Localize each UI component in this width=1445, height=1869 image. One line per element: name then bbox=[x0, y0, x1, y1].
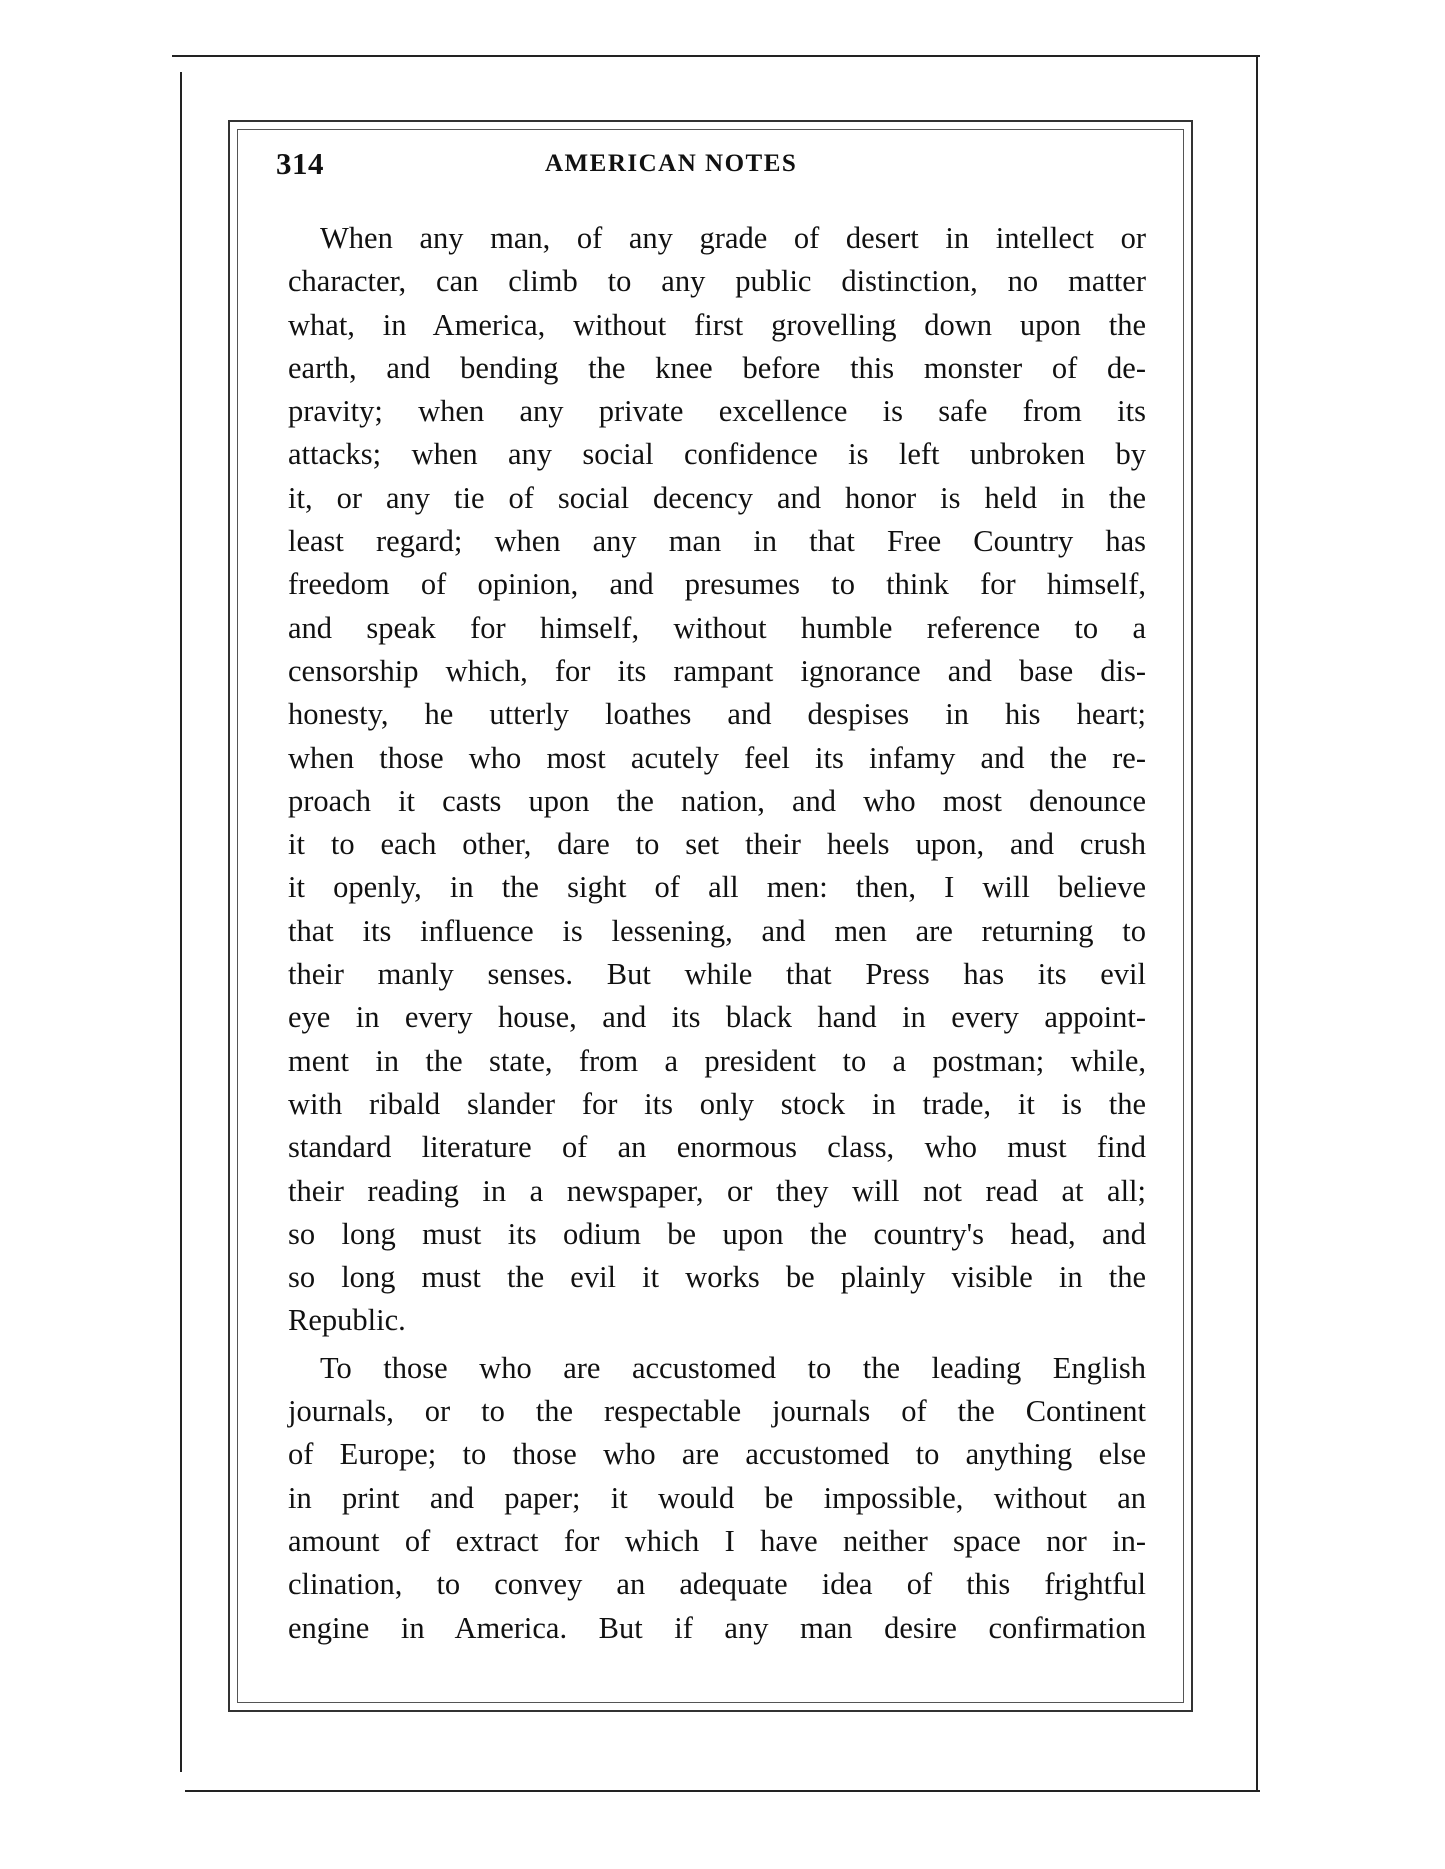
text-line: it openly, in the sight of all men: then, I will believe bbox=[288, 870, 1146, 905]
outer-frame-bottom-rule bbox=[185, 1790, 1260, 1792]
body-text bbox=[288, 217, 1146, 1650]
text-line: pravity; when any private excellence is safe from its bbox=[288, 394, 1146, 429]
text-line: amount of extract for which I have neither space nor in- bbox=[288, 1523, 1146, 1558]
text-line: When any man, of any grade of desert in intellect or bbox=[320, 221, 1146, 255]
text-line: journals, or to the respectable journals of the Continent bbox=[288, 1394, 1146, 1429]
text-line: earth, and bending the knee before this monster of de- bbox=[288, 350, 1146, 385]
text-line: Republic. bbox=[288, 1303, 406, 1338]
text-line: it, or any tie of social decency and honor is held in the bbox=[288, 480, 1146, 515]
text-line: it to each other, dare to set their heels upon, and crush bbox=[288, 827, 1146, 862]
text-line: with ribald slander for its only stock in trade, it is the bbox=[288, 1086, 1146, 1121]
text-line: so long must the evil it works be plainly visible in the bbox=[288, 1260, 1146, 1295]
text-line: their manly senses. But while that Press has its evil bbox=[288, 957, 1146, 992]
text-line: honesty, he utterly loathes and despises in his heart; bbox=[288, 697, 1146, 732]
page-number: 314 bbox=[276, 146, 324, 181]
text-line: ment in the state, from a president to a postman; while, bbox=[288, 1043, 1146, 1078]
outer-frame-left-rule bbox=[180, 72, 182, 1772]
text-line: standard literature of an enormous class, who must find bbox=[288, 1130, 1146, 1165]
text-line: eye in every house, and its black hand in every appoint- bbox=[288, 1000, 1146, 1035]
outer-frame-top-rule bbox=[172, 55, 1260, 57]
text-line: what, in America, without first grovelling down upon the bbox=[288, 307, 1146, 342]
text-line: that its influence is lessening, and men are returning to bbox=[288, 913, 1146, 948]
text-line: their reading in a newspaper, or they will not read at all; bbox=[288, 1173, 1146, 1208]
text-line: clination, to convey an adequate idea of this frightful bbox=[288, 1567, 1146, 1602]
text-line: least regard; when any man in that Free Country has bbox=[288, 524, 1146, 559]
text-line: censorship which, for its rampant ignorance and base dis- bbox=[288, 653, 1146, 688]
text-line: To those who are accustomed to the leading English bbox=[320, 1350, 1146, 1385]
paragraph-2 bbox=[288, 1347, 1146, 1650]
text-line: freedom of opinion, and presumes to think for himself, bbox=[288, 567, 1146, 602]
text-line: so long must its odium be upon the country's head, and bbox=[288, 1216, 1146, 1251]
paragraph-1 bbox=[288, 217, 1146, 1343]
text-line: and speak for himself, without humble reference to a bbox=[288, 610, 1146, 645]
text-line: attacks; when any social confidence is left unbroken by bbox=[288, 437, 1146, 472]
text-line: engine in America. But if any man desire confirmation bbox=[288, 1610, 1146, 1645]
running-head: AMERICAN NOTES bbox=[545, 150, 798, 177]
outer-frame-right-rule bbox=[1256, 55, 1258, 1790]
text-line: proach it casts upon the nation, and who most denounce bbox=[288, 783, 1146, 818]
text-line: character, can climb to any public distinction, no matter bbox=[288, 264, 1146, 299]
text-line: when those who most acutely feel its infamy and the re- bbox=[288, 740, 1146, 775]
text-line: of Europe; to those who are accustomed to anything else bbox=[288, 1437, 1146, 1472]
text-line: in print and paper; it would be impossible, without an bbox=[288, 1480, 1146, 1515]
